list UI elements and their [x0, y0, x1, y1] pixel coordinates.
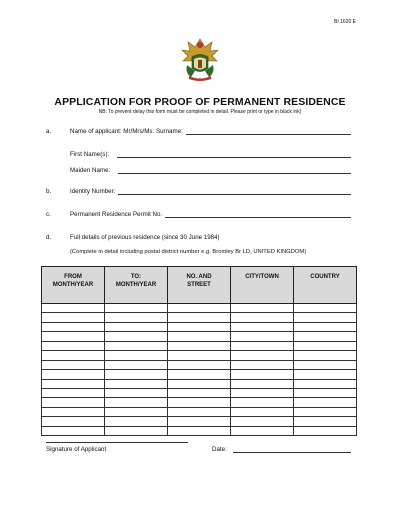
- table-cell[interactable]: [105, 407, 168, 416]
- table-cell[interactable]: [105, 322, 168, 331]
- table-cell[interactable]: [168, 360, 231, 369]
- table-cell[interactable]: [231, 341, 294, 350]
- first-names-label: First Name(s):: [70, 151, 110, 158]
- table-cell[interactable]: [294, 341, 357, 350]
- table-cell[interactable]: [42, 370, 105, 379]
- table-cell[interactable]: [294, 351, 357, 360]
- table-cell[interactable]: [231, 398, 294, 407]
- table-cell[interactable]: [42, 313, 105, 322]
- field-identity-number: [46, 188, 351, 195]
- table-cell[interactable]: [105, 417, 168, 426]
- field-permit-number: [46, 211, 351, 218]
- column-header-street: NO. AND STREET: [168, 267, 231, 304]
- table-cell[interactable]: [105, 351, 168, 360]
- table-row: [42, 379, 357, 388]
- table-cell[interactable]: [294, 398, 357, 407]
- table-row: [42, 360, 357, 369]
- permit-number-label: Permanent Residence Permit No.: [70, 211, 163, 218]
- table-cell[interactable]: [294, 304, 357, 313]
- table-cell[interactable]: [294, 426, 357, 435]
- field-first-names: [70, 151, 351, 158]
- table-cell[interactable]: [42, 304, 105, 313]
- maiden-name-input-line[interactable]: [118, 167, 351, 174]
- table-cell[interactable]: [168, 351, 231, 360]
- table-cell[interactable]: [168, 388, 231, 397]
- table-cell[interactable]: [42, 332, 105, 341]
- table-cell[interactable]: [231, 388, 294, 397]
- table-cell[interactable]: [168, 332, 231, 341]
- column-header-city: CITY/TOWN: [231, 267, 294, 304]
- table-cell[interactable]: [105, 379, 168, 388]
- table-cell[interactable]: [168, 313, 231, 322]
- table-cell[interactable]: [168, 370, 231, 379]
- table-cell[interactable]: [168, 341, 231, 350]
- table-row: [42, 417, 357, 426]
- table-cell[interactable]: [231, 304, 294, 313]
- table-cell[interactable]: [105, 370, 168, 379]
- item-letter-d: d.: [46, 234, 52, 241]
- column-header-to: TO: MONTH/YEAR: [105, 267, 168, 304]
- table-row: [42, 313, 357, 322]
- table-cell[interactable]: [42, 351, 105, 360]
- table-row: [42, 407, 357, 416]
- field-maiden-name: [70, 167, 351, 174]
- table-cell[interactable]: [168, 304, 231, 313]
- table-row: [42, 351, 357, 360]
- table-cell[interactable]: [105, 398, 168, 407]
- identity-number-label: Identity Number:: [70, 188, 116, 195]
- residence-history-table: [41, 266, 357, 436]
- table-cell[interactable]: [168, 426, 231, 435]
- previous-residence-label: Full details of previous residence (since 30 June 1984): [70, 234, 220, 241]
- page-title: APPLICATION FOR PROOF OF PERMANENT RESIDENCE: [54, 96, 346, 108]
- instruction-note: NB: To prevent delay this form must be completed in detail. Please print or type in black ink): [98, 109, 302, 115]
- table-cell[interactable]: [294, 332, 357, 341]
- table-row: [42, 398, 357, 407]
- table-cell[interactable]: [105, 388, 168, 397]
- table-cell[interactable]: [105, 313, 168, 322]
- previous-residence-instruction: (Complete in detail including postal district number e.g. Bromley Br LD, UNITED KINGDOM): [70, 249, 307, 255]
- column-header-from: FROM MONTH/YEAR: [42, 267, 105, 304]
- table-cell[interactable]: [105, 332, 168, 341]
- table-cell[interactable]: [105, 426, 168, 435]
- form-number: BI 1620 E: [334, 19, 356, 25]
- table-cell[interactable]: [168, 417, 231, 426]
- table-row: [42, 426, 357, 435]
- table-row: [42, 332, 357, 341]
- table-cell[interactable]: [231, 407, 294, 416]
- table-cell[interactable]: [294, 379, 357, 388]
- table-row: [42, 341, 357, 350]
- table-cell[interactable]: [294, 417, 357, 426]
- column-header-country: COUNTRY: [294, 267, 357, 304]
- table-cell[interactable]: [42, 379, 105, 388]
- maiden-name-label: Maiden Name:: [70, 167, 111, 174]
- identity-number-input-line[interactable]: [118, 188, 351, 195]
- surname-label: Name of applicant: Mr/Mrs/Ms: Surname:: [70, 128, 183, 135]
- table-body: [42, 304, 357, 436]
- permit-number-input-line[interactable]: [165, 211, 351, 218]
- field-previous-residence: [46, 234, 351, 241]
- table-cell[interactable]: [42, 398, 105, 407]
- coat-of-arms-icon: [179, 35, 221, 83]
- table-cell[interactable]: [294, 370, 357, 379]
- table-row: [42, 322, 357, 331]
- signature-label: Signature of Applicant: [46, 446, 107, 453]
- table-cell[interactable]: [294, 313, 357, 322]
- item-letter-b: b.: [46, 188, 52, 195]
- table-cell[interactable]: [231, 370, 294, 379]
- table-cell[interactable]: [231, 379, 294, 388]
- table-cell[interactable]: [168, 407, 231, 416]
- item-letter-a: a.: [46, 128, 52, 135]
- table-row: [42, 370, 357, 379]
- table-cell[interactable]: [294, 388, 357, 397]
- table-cell[interactable]: [42, 417, 105, 426]
- table-cell[interactable]: [294, 407, 357, 416]
- table-cell[interactable]: [231, 360, 294, 369]
- table-cell[interactable]: [231, 351, 294, 360]
- table-row: [42, 304, 357, 313]
- table-cell[interactable]: [168, 398, 231, 407]
- table-cell[interactable]: [42, 322, 105, 331]
- table-cell[interactable]: [42, 341, 105, 350]
- table-cell[interactable]: [105, 360, 168, 369]
- table-header-row: [42, 267, 357, 304]
- date-label: Date:: [212, 446, 227, 453]
- table-cell[interactable]: [231, 332, 294, 341]
- table-cell[interactable]: [231, 426, 294, 435]
- table-cell[interactable]: [42, 388, 105, 397]
- item-letter-c: c.: [46, 211, 51, 218]
- table-cell[interactable]: [42, 407, 105, 416]
- table-cell[interactable]: [105, 341, 168, 350]
- date-input-line[interactable]: [233, 452, 351, 453]
- table-cell[interactable]: [42, 426, 105, 435]
- surname-input-line[interactable]: [186, 128, 351, 135]
- signature-line[interactable]: [46, 442, 188, 443]
- table-row: [42, 388, 357, 397]
- table-cell[interactable]: [294, 360, 357, 369]
- table-cell[interactable]: [231, 417, 294, 426]
- field-surname: [46, 128, 351, 135]
- table-cell[interactable]: [105, 304, 168, 313]
- table-cell[interactable]: [231, 313, 294, 322]
- table-cell[interactable]: [42, 360, 105, 369]
- table-cell[interactable]: [294, 322, 357, 331]
- table-cell[interactable]: [231, 322, 294, 331]
- first-names-input-line[interactable]: [117, 151, 351, 158]
- table-cell[interactable]: [168, 322, 231, 331]
- table-cell[interactable]: [168, 379, 231, 388]
